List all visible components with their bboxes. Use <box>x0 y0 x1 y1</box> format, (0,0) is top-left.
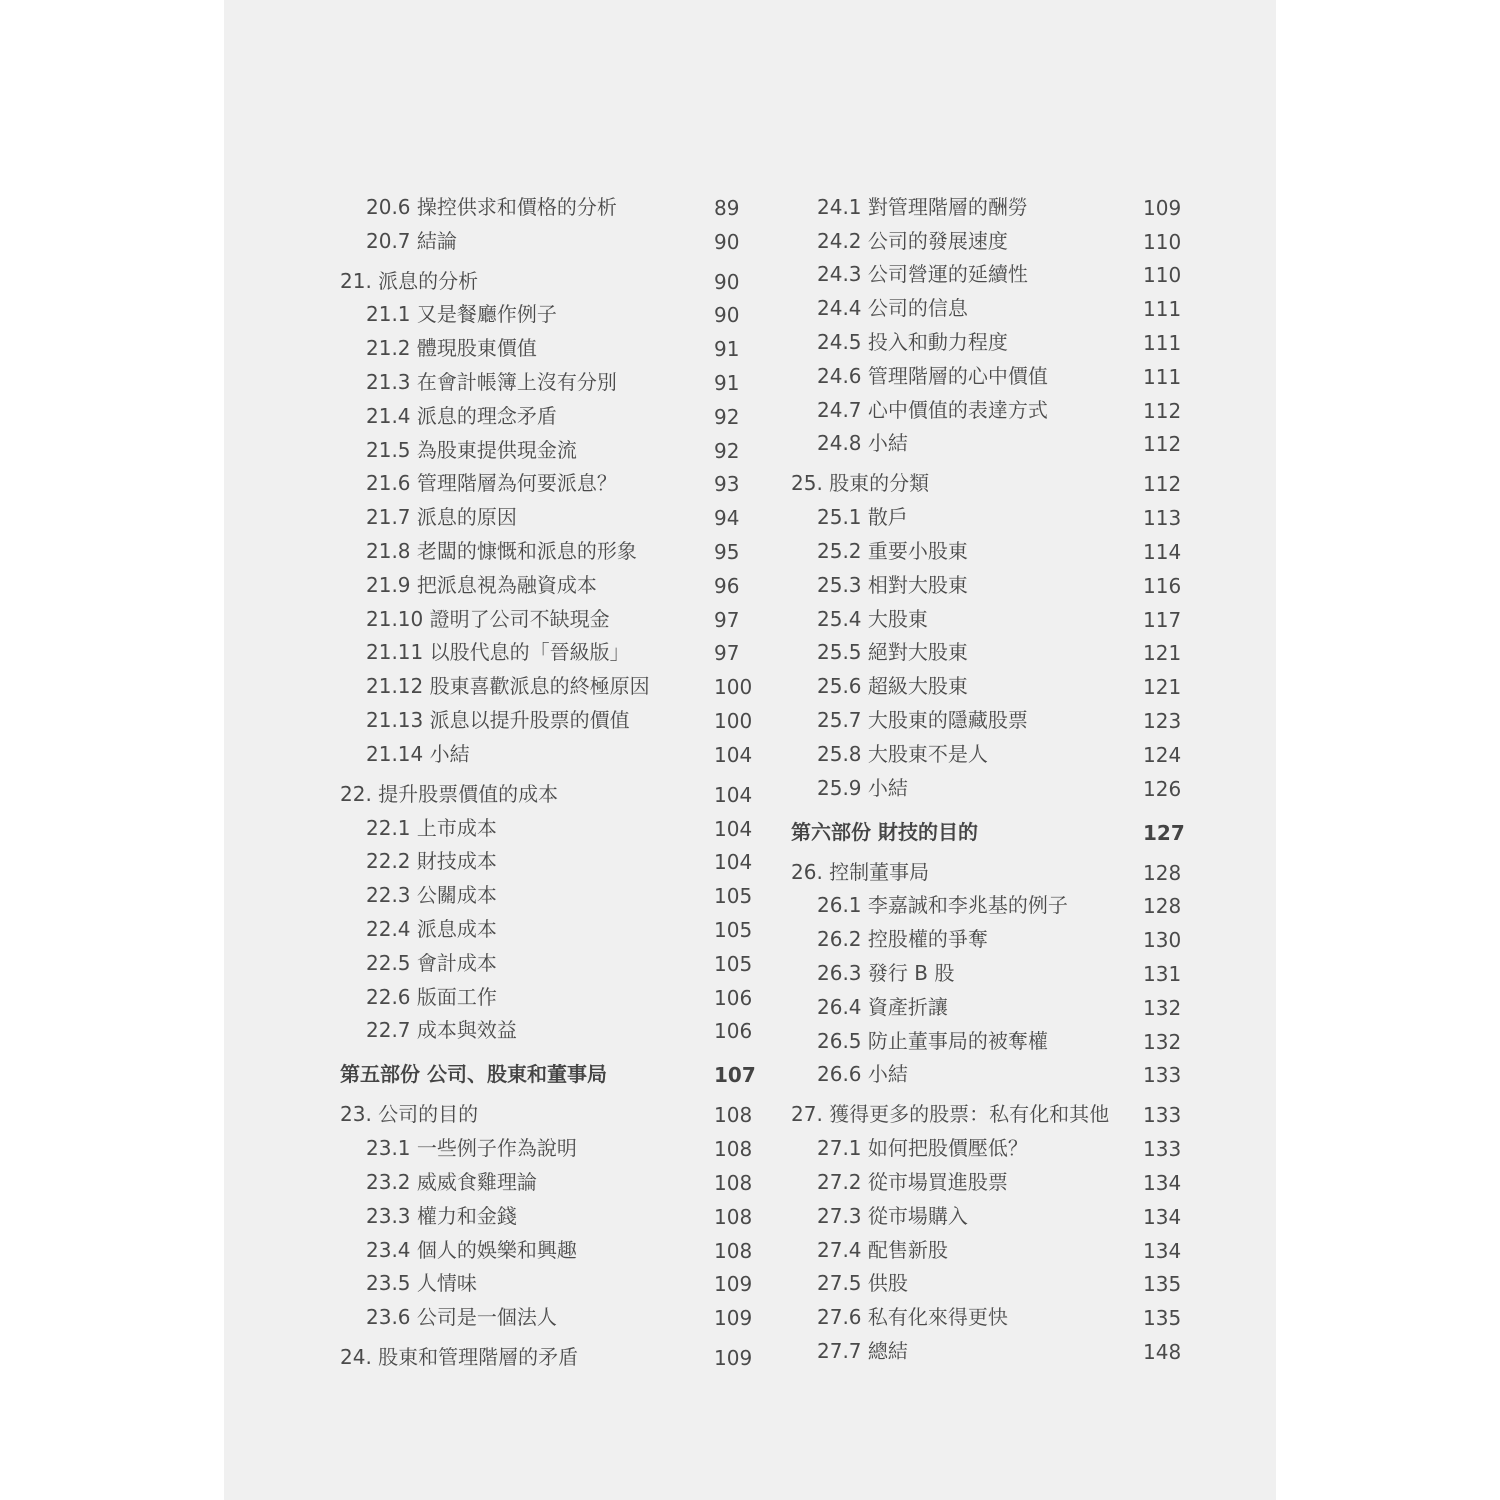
toc-entry-title: 21.14 小結 <box>366 741 470 766</box>
toc-entry-page-number: 108 <box>714 1170 753 1195</box>
toc-entry-title: 21.7 派息的原因 <box>366 505 517 530</box>
toc-entry-page-number: 121 <box>1143 675 1182 700</box>
toc-entry-page-number: 134 <box>1143 1204 1182 1229</box>
toc-entry-page-number: 123 <box>1143 708 1182 733</box>
toc-entry-page-number: 131 <box>1143 961 1182 986</box>
toc-entry-page-number: 116 <box>1143 573 1182 598</box>
toc-entry-title: 23.6 公司是一個法人 <box>366 1305 557 1330</box>
toc-entry-title: 25.8 大股東不是人 <box>817 741 988 766</box>
toc-entry-title: 26.5 防止董事局的被奪權 <box>817 1028 1048 1053</box>
toc-entry-page-number: 91 <box>714 370 740 395</box>
toc-sub-entry <box>791 254 1191 288</box>
toc-entry-title: 24.2 公司的發展速度 <box>817 228 1008 253</box>
toc-entry-page-number: 91 <box>714 337 740 362</box>
toc-entry-title: 24.4 公司的信息 <box>817 296 968 321</box>
toc-entry-page-number: 112 <box>1143 398 1182 423</box>
toc-entry-page-number: 132 <box>1143 995 1182 1020</box>
toc-entry-page-number: 105 <box>714 951 753 976</box>
toc-entry-page-number: 111 <box>1143 330 1182 355</box>
toc-entry-page-number: 97 <box>714 641 740 666</box>
toc-entry-title: 21.3 在會計帳簿上沒有分別 <box>366 369 617 394</box>
toc-entry-page-number: 106 <box>714 1019 753 1044</box>
toc-entry-page-number: 100 <box>714 675 753 700</box>
toc-entry-title: 27.4 配售新股 <box>817 1237 948 1262</box>
toc-sub-entry <box>791 598 1191 632</box>
toc-entry-title: 26.3 發行 B 股 <box>817 960 955 985</box>
toc-entry-page-number: 121 <box>1143 641 1182 666</box>
toc-entry-title: 21.5 為股東提供現金流 <box>366 437 577 462</box>
toc-entry-title: 24.6 管理階層的心中價值 <box>817 363 1048 388</box>
toc-entry-title: 21.1 又是餐廳作例子 <box>366 302 557 327</box>
toc-entry-title: 27.1 如何把股價壓低？ <box>817 1136 1028 1161</box>
toc-sub-entry <box>340 1263 753 1297</box>
toc-entry-page-number: 135 <box>1143 1306 1182 1331</box>
toc-entry-title: 23.4 個人的娛樂和興趣 <box>366 1237 577 1262</box>
toc-sub-entry <box>791 530 1191 564</box>
toc-entry-title: 22.1 上市成本 <box>366 815 497 840</box>
toc-entry-page-number: 89 <box>714 195 740 220</box>
toc-chapter-entry <box>340 767 753 807</box>
toc-entry-page-number: 107 <box>714 1063 756 1088</box>
toc-entry-title: 24.7 心中價值的表達方式 <box>817 397 1048 422</box>
toc-sub-entry <box>791 1054 1191 1088</box>
toc-entry-page-number: 113 <box>1143 506 1182 531</box>
toc-sub-entry <box>340 361 750 395</box>
toc-entry-title: 21.4 派息的理念矛盾 <box>366 403 557 428</box>
toc-entry-page-number: 105 <box>714 884 753 909</box>
toc-sub-entry <box>340 1195 753 1229</box>
toc-entry-title: 21.6 管理階層為何要派息？ <box>366 471 617 496</box>
toc-entry-title: 22. 提升股票價值的成本 <box>340 781 559 806</box>
toc-sub-entry <box>340 807 753 841</box>
toc-entry-page-number: 134 <box>1143 1170 1182 1195</box>
toc-entry-title: 25.9 小結 <box>817 775 908 800</box>
toc-entry-page-number: 104 <box>714 782 753 807</box>
toc-entry-title: 24. 股東和管理階層的矛盾 <box>340 1345 579 1370</box>
toc-entry-title: 25. 股東的分類 <box>791 471 930 496</box>
toc-entry-title: 22.4 派息成本 <box>366 916 497 941</box>
toc-sub-entry <box>791 287 1191 321</box>
toc-entry-page-number: 110 <box>1143 263 1182 288</box>
toc-sub-entry <box>791 665 1191 699</box>
toc-entry-title: 27.6 私有化來得更快 <box>817 1305 1008 1330</box>
toc-entry-page-number: 92 <box>714 438 740 463</box>
toc-sub-entry <box>340 294 750 328</box>
toc-sub-entry <box>340 1127 753 1162</box>
toc-sub-entry <box>791 1263 1191 1297</box>
toc-sub-entry <box>791 321 1191 355</box>
toc-entry-title: 27. 獲得更多的股票：私有化和其他 <box>791 1102 1110 1127</box>
toc-sub-entry <box>791 423 1191 457</box>
toc-chapter-entry <box>340 1330 753 1371</box>
toc-sub-entry <box>340 1229 753 1263</box>
toc-sub-entry <box>340 395 750 429</box>
toc-sub-entry <box>340 186 750 220</box>
toc-sub-entry <box>791 952 1191 986</box>
toc-entry-title: 26.4 資產折讓 <box>817 994 948 1019</box>
toc-entry-page-number: 108 <box>714 1204 753 1229</box>
toc-sub-entry <box>791 918 1191 952</box>
toc-entry-page-number: 109 <box>1143 195 1182 220</box>
toc-entry-title: 24.3 公司營運的延續性 <box>817 262 1028 287</box>
toc-entry-page-number: 128 <box>1143 860 1182 885</box>
toc-entry-title: 25.5 絕對大股東 <box>817 640 968 665</box>
toc-entry-title: 23.3 權力和金錢 <box>366 1203 517 1228</box>
toc-entry-page-number: 128 <box>1143 894 1182 919</box>
toc-entry-title: 21.13 派息以提升股票的價值 <box>366 707 630 732</box>
toc-entry-page-number: 148 <box>1143 1339 1182 1364</box>
toc-entry-title: 25.3 相對大股東 <box>817 572 968 597</box>
toc-entry-title: 27.5 供股 <box>817 1271 908 1296</box>
toc-entry-page-number: 110 <box>1143 229 1182 254</box>
toc-entry-title: 24.1 對管理階層的酬勞 <box>817 194 1028 219</box>
toc-sub-entry <box>791 186 1191 220</box>
toc-sub-entry <box>340 1161 753 1195</box>
toc-sub-entry <box>340 598 750 632</box>
toc-sub-entry <box>791 389 1191 423</box>
toc-entry-title: 23. 公司的目的 <box>340 1102 479 1127</box>
toc-entry-page-number: 97 <box>714 607 740 632</box>
toc-left-column <box>340 186 756 1371</box>
toc-entry-page-number: 117 <box>1143 607 1182 632</box>
toc-entry-page-number: 106 <box>714 985 753 1010</box>
toc-sub-entry <box>791 1020 1191 1054</box>
toc-entry-title: 23.5 人情味 <box>366 1271 477 1296</box>
toc-entry-page-number: 93 <box>714 472 740 497</box>
toc-entry-title: 25.4 大股東 <box>817 606 928 631</box>
toc-sub-entry <box>791 986 1191 1020</box>
toc-entry-page-number: 111 <box>1143 364 1182 389</box>
toc-chapter-entry <box>340 1087 753 1128</box>
toc-entry-title: 21.8 老闆的慷慨和派息的形象 <box>366 538 637 563</box>
toc-entry-page-number: 90 <box>714 303 740 328</box>
toc-entry-title: 27.3 從市場購入 <box>817 1203 968 1228</box>
toc-entry-title: 23.1 一些例子作為說明 <box>366 1136 577 1161</box>
toc-entry-page-number: 130 <box>1143 928 1182 953</box>
toc-part-entry <box>340 1043 756 1088</box>
toc-entry-page-number: 112 <box>1143 432 1182 457</box>
toc-part-entry <box>791 801 1191 845</box>
toc-sub-entry <box>340 220 750 254</box>
toc-entry-page-number: 104 <box>714 742 753 767</box>
toc-entry-page-number: 135 <box>1143 1272 1182 1297</box>
toc-entry-page-number: 133 <box>1143 1137 1182 1162</box>
toc-entry-title: 21.10 證明了公司不缺現金 <box>366 606 610 631</box>
toc-entry-title: 27.2 從市場買進股票 <box>817 1169 1008 1194</box>
toc-entry-page-number: 95 <box>714 539 740 564</box>
toc-sub-entry <box>340 733 753 767</box>
toc-entry-page-number: 111 <box>1143 297 1182 322</box>
toc-entry-page-number: 133 <box>1143 1063 1182 1088</box>
toc-entry-page-number: 105 <box>714 917 753 942</box>
toc-sub-entry <box>791 564 1191 598</box>
toc-sub-entry <box>340 976 753 1010</box>
toc-entry-page-number: 114 <box>1143 539 1182 564</box>
toc-entry-page-number: 134 <box>1143 1238 1182 1263</box>
toc-sub-entry <box>791 1296 1191 1330</box>
toc-entry-title: 25.1 散戶 <box>817 505 908 530</box>
toc-sub-entry <box>791 632 1191 666</box>
toc-chapter-entry <box>791 456 1191 496</box>
toc-entry-page-number: 90 <box>714 229 740 254</box>
toc-sub-entry <box>791 1229 1191 1263</box>
toc-entry-title: 22.3 公關成本 <box>366 883 497 908</box>
toc-entry-title: 26.1 李嘉誠和李兆基的例子 <box>817 893 1068 918</box>
toc-entry-title: 22.6 版面工作 <box>366 984 497 1009</box>
toc-sub-entry <box>340 429 750 463</box>
toc-sub-entry <box>791 1161 1191 1195</box>
toc-sub-entry <box>791 355 1191 389</box>
toc-entry-page-number: 109 <box>714 1346 753 1371</box>
toc-sub-entry <box>340 496 750 530</box>
toc-sub-entry <box>791 885 1191 919</box>
toc-entry-page-number: 90 <box>714 269 740 294</box>
toc-entry-title: 21.9 把派息視為融資成本 <box>366 572 597 597</box>
toc-entry-title: 27.7 總結 <box>817 1338 908 1363</box>
toc-sub-entry <box>791 767 1191 801</box>
toc-entry-page-number: 124 <box>1143 742 1182 767</box>
toc-sub-entry <box>340 530 750 564</box>
toc-entry-title: 21.12 股東喜歡派息的終極原因 <box>366 674 650 699</box>
toc-chapter-entry <box>791 1087 1191 1127</box>
toc-entry-title: 22.2 財技成本 <box>366 849 497 874</box>
toc-entry-title: 22.5 會計成本 <box>366 950 497 975</box>
toc-sub-entry <box>340 699 753 733</box>
toc-sub-entry <box>791 220 1191 254</box>
toc-entry-page-number: 112 <box>1143 472 1182 497</box>
toc-entry-page-number: 127 <box>1143 820 1185 845</box>
toc-sub-entry <box>340 665 753 700</box>
toc-entry-title: 23.2 威威食雞理論 <box>366 1169 537 1194</box>
toc-sub-entry <box>791 1127 1191 1161</box>
toc-entry-page-number: 104 <box>714 850 753 875</box>
toc-sub-entry <box>340 942 753 976</box>
toc-entry-page-number: 92 <box>714 404 740 429</box>
toc-entry-title: 26.2 控股權的爭奪 <box>817 927 988 952</box>
toc-sub-entry <box>791 1195 1191 1229</box>
toc-entry-page-number: 108 <box>714 1103 753 1128</box>
toc-entry-page-number: 109 <box>714 1306 753 1331</box>
toc-entry-page-number: 132 <box>1143 1029 1182 1054</box>
toc-entry-title: 22.7 成本與效益 <box>366 1018 517 1043</box>
toc-chapter-entry <box>791 845 1191 885</box>
toc-entry-title: 24.8 小結 <box>817 431 908 456</box>
toc-entry-title: 21.2 體現股東價值 <box>366 336 537 361</box>
toc-sub-entry <box>791 699 1191 733</box>
toc-entry-title: 25.2 重要小股東 <box>817 538 968 563</box>
toc-entry-page-number: 94 <box>714 506 740 531</box>
toc-entry-title: 26.6 小結 <box>817 1062 908 1087</box>
toc-sub-entry <box>340 463 750 497</box>
toc-sub-entry <box>340 1010 753 1044</box>
toc-entry-title: 21.11 以股代息的「晉級版」 <box>366 640 630 665</box>
toc-sub-entry <box>340 841 753 875</box>
toc-entry-page-number: 108 <box>714 1238 753 1263</box>
toc-sub-entry <box>791 496 1191 530</box>
toc-entry-title: 26. 控制董事局 <box>791 859 930 884</box>
toc-entry-title: 21. 派息的分析 <box>340 268 479 293</box>
toc-entry-title: 25.6 超級大股東 <box>817 674 968 699</box>
toc-entry-title: 20.7 結論 <box>366 228 457 253</box>
toc-entry-page-number: 108 <box>714 1137 753 1162</box>
toc-entry-page-number: 109 <box>714 1272 753 1297</box>
toc-entry-title: 20.6 操控供求和價格的分析 <box>366 194 617 219</box>
toc-entry-title: 第五部份 公司、股東和董事局 <box>340 1062 607 1087</box>
toc-entry-page-number: 96 <box>714 573 740 598</box>
toc-sub-entry <box>340 632 750 666</box>
toc-entry-title: 24.5 投入和動力程度 <box>817 329 1008 354</box>
toc-right-column <box>791 186 1191 1364</box>
toc-entry-page-number: 126 <box>1143 776 1182 801</box>
toc-sub-entry <box>340 564 750 598</box>
toc-entry-page-number: 104 <box>714 816 753 841</box>
toc-entry-page-number: 100 <box>714 708 753 733</box>
toc-entry-title: 第六部份 財技的目的 <box>791 819 978 844</box>
toc-sub-entry <box>791 1330 1191 1364</box>
toc-entry-page-number: 133 <box>1143 1103 1182 1128</box>
toc-sub-entry <box>340 327 750 361</box>
toc-chapter-entry <box>340 254 750 294</box>
toc-entry-title: 25.7 大股東的隱藏股票 <box>817 707 1028 732</box>
toc-sub-entry <box>791 733 1191 767</box>
toc-sub-entry <box>340 874 753 909</box>
toc-sub-entry <box>340 908 753 942</box>
toc-sub-entry <box>340 1296 753 1331</box>
